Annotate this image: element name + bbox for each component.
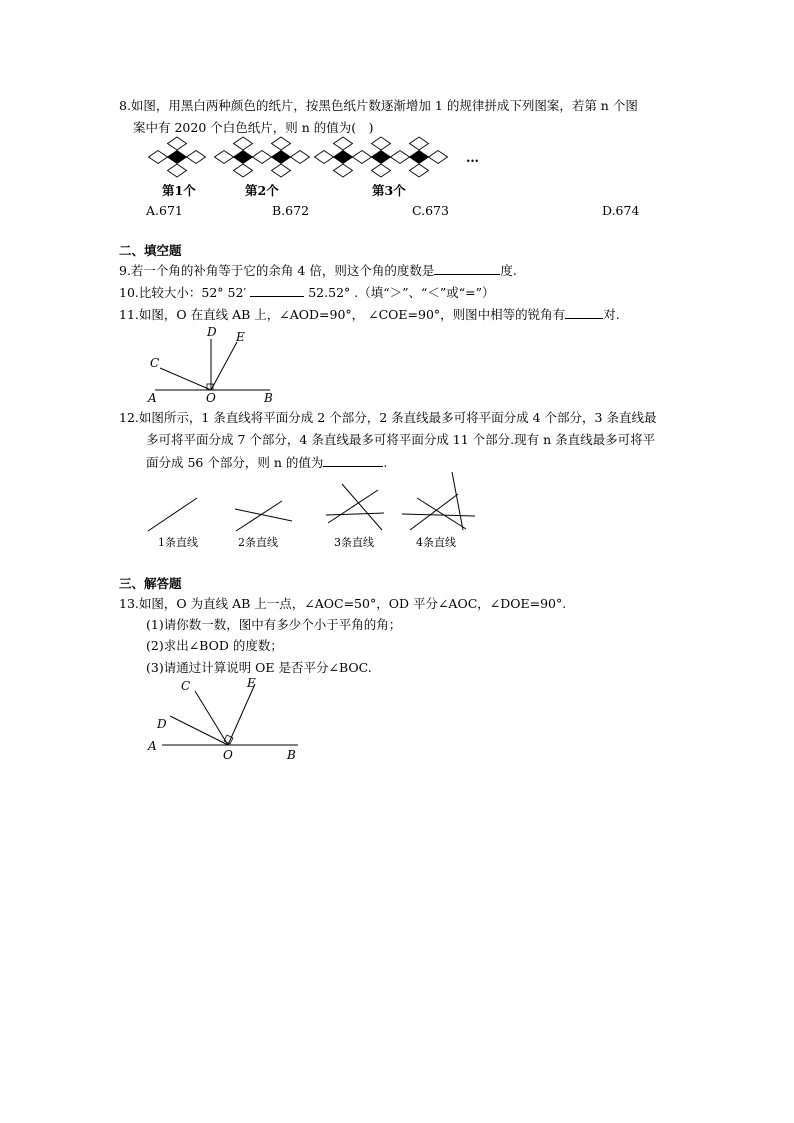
q12-caption-1: 1条直线 xyxy=(158,536,198,549)
q10-after: 52.52° .（填“＞”、“＜”或“=”） xyxy=(308,285,495,300)
q13-label-c: C xyxy=(181,679,191,693)
q13-label-o: O xyxy=(223,748,233,762)
q11-before: 11.如图，O 在直线 AB 上，∠AOD=90°， ∠COE=90°，则图中相等的锐角有 xyxy=(119,307,566,322)
q8-label-1: 第1个 xyxy=(162,183,196,198)
q13-label-b: B xyxy=(287,748,296,762)
q11-label-b: B xyxy=(264,391,273,405)
q8-option-a: A.671 xyxy=(146,203,183,218)
q9-after: 度. xyxy=(500,263,517,278)
q13-part-3: (3)请通过计算说明 OE 是否平分∠BOC. xyxy=(146,660,372,675)
q11-label-o: O xyxy=(206,391,216,405)
q13-label-e: E xyxy=(247,676,256,690)
q11-label-d: D xyxy=(207,325,217,339)
q11-label-e: E xyxy=(236,330,245,344)
q13-stem: 13.如图，O 为直线 AB 上一点，∠AOC=50°，OD 平分∠AOC，∠DOE=90°. xyxy=(119,596,567,611)
q12-caption-3: 3条直线 xyxy=(334,536,374,549)
q12-line1: 12.如图所示，1 条直线将平面分成 2 个部分，2 条直线最多可将平面分成 4 个部分，3 条直线最 xyxy=(119,410,657,425)
q8-ellipsis: … xyxy=(466,151,479,166)
q8-option-c: C.673 xyxy=(412,203,449,218)
q13-part-1: (1)请你数一数，图中有多少个小于平角的角； xyxy=(146,617,402,632)
q13-ray-oe xyxy=(228,684,255,745)
q8-line2: 案中有 2020 个白色纸片，则 n 的值为( ) xyxy=(133,120,374,135)
q12-caption-2: 2条直线 xyxy=(238,536,278,549)
q11-label-a: A xyxy=(148,391,157,405)
q13-label-a: A xyxy=(148,739,157,753)
q9-before: 9.若一个角的补角等于它的余角 4 倍，则这个角的度数是 xyxy=(119,263,435,278)
q8-option-b: B.672 xyxy=(272,203,310,218)
q12-line3-after: . xyxy=(383,455,388,470)
q8-option-d: D.674 xyxy=(602,203,640,218)
q12-line3-before: 面分成 56 个部分，则 n 的值为 xyxy=(146,455,324,470)
q10-before: 10.比较大小：52° 52′ xyxy=(119,285,247,300)
q12-line2: 多可将平面分成 7 个部分，4 条直线最多可将平面分成 11 个部分.现有 n 条直线最多可将平 xyxy=(146,432,656,447)
section2-title: 二、填空题 xyxy=(119,243,182,258)
q8-label-2: 第2个 xyxy=(245,183,279,198)
q11-after: 对. xyxy=(603,307,620,322)
section3-title: 三、解答题 xyxy=(119,576,182,591)
q11-label-c: C xyxy=(150,356,160,370)
q13-part-2: (2)求出∠BOD 的度数； xyxy=(146,638,283,653)
q8-label-3: 第3个 xyxy=(372,183,406,198)
q13-label-d: D xyxy=(157,717,167,731)
q12-caption-4: 4条直线 xyxy=(416,536,456,549)
q8-line1: 8.如图，用黑白两种颜色的纸片，按黑色纸片数逐渐增加 1 的规律拼成下列图案，若第 n 个图 xyxy=(119,98,638,113)
